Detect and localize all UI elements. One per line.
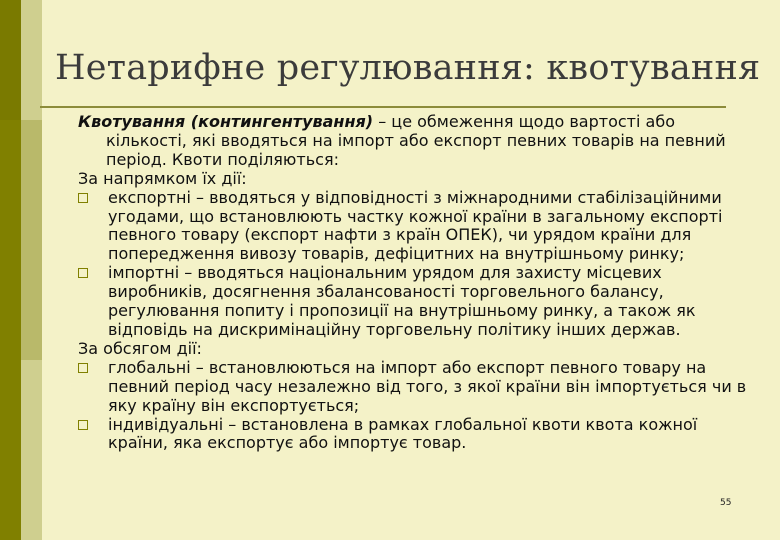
hollow-square-bullet-icon xyxy=(78,420,88,430)
slide-title: Нетарифне регулювання: квотування xyxy=(55,48,761,88)
list-item xyxy=(78,416,756,454)
hollow-square-bullet-icon xyxy=(78,268,88,278)
section-heading-volume: За обсягом дії: xyxy=(78,338,202,358)
hollow-square-bullet-icon xyxy=(78,363,88,373)
list-item-text: глобальні – встановлюються на імпорт або експорт певного товару на певний період часу незалежно від того, з якої країни він імпортується чи в яку країну він експортується; xyxy=(108,357,747,415)
list-item-text: експортні – вводяться у відповідності з міжнародними стабілізаційними угодами, що встановлюють частку кожної країни в загальному експорті певного товару (експорт нафти з країн ОПЕК), чи урядом країни для попередження вивозу товарів, дефіцитних на внутрішньому ринку; xyxy=(108,187,723,264)
sidebar-block-dark xyxy=(0,0,21,120)
page-number: 55 xyxy=(720,498,732,508)
list-item xyxy=(78,189,756,265)
sidebar-block-light xyxy=(21,120,42,360)
section-heading-direction: За напрямком їх дії: xyxy=(78,168,247,188)
list-item xyxy=(78,359,756,416)
intro-term: Квотування (контингентування) xyxy=(78,112,374,131)
hollow-square-bullet-icon xyxy=(78,193,88,203)
slide-body xyxy=(78,113,756,453)
intro-text: – це обмеження щодо вартості або кількості, які вводяться на імпорт або експорт певних товарів на певний період. Квоти поділяються: xyxy=(106,112,726,169)
intro-paragraph xyxy=(78,113,756,170)
list-item-text: імпортні – вводяться національним урядом для захисту місцевих виробників, досягнення збалансованості торговельного балансу, регулювання попиту і пропозиції на внутрішньому ринку, а також як відповідь на дискримінаційну торговельну політику інших держав. xyxy=(108,263,696,339)
list-item-text: індивідуальні – встановлена в рамках глобальної квоти квота кожної країни, яка експортує або імпортує товар. xyxy=(108,414,698,453)
list-item xyxy=(78,264,756,340)
title-divider xyxy=(40,106,726,108)
